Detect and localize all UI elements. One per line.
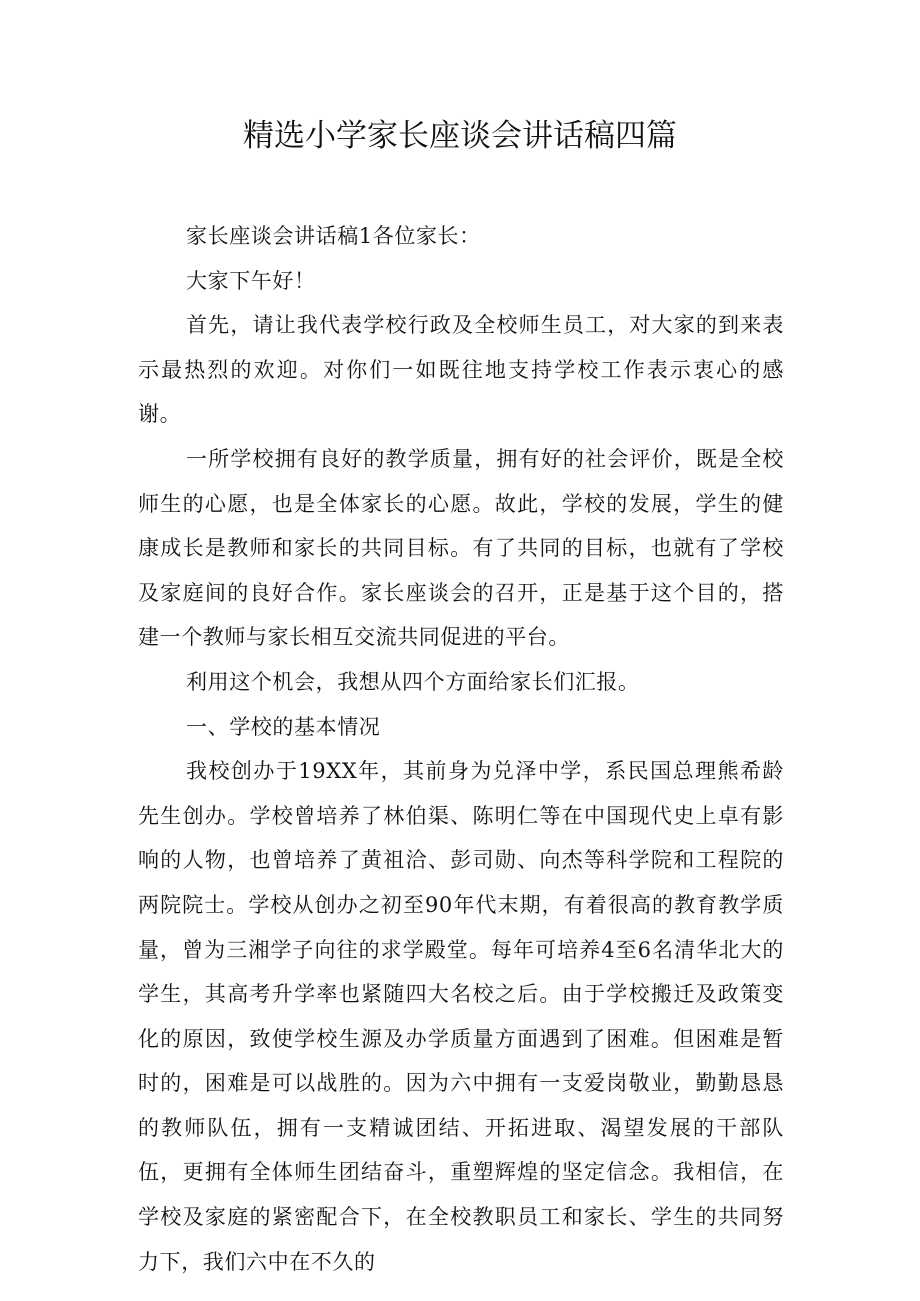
paragraph-school-history: 我校创办于19XX年，其前身为兑泽中学，系民国总理熊希龄先生创办。学校曾培养了林伯渠、陈明仁等在中国现代史上卓有影响的人物，也曾培养了黄祖洽、彭司勋、向杰等科学院和工程院的两院院士。学校从创办之初至90年代末期，有着很高的教育教学质量，曾为三湘学子向往的求学殿堂。每年可培养4至6名清华北大的学生，其高考升学率也紧随四大名校之后。由于学校搬迁及政策变化的原因，致使学校生源及办学质量方面遇到了困难。但困难是暂时的，困难是可以战胜的。因为六中拥有一支爱岗敬业，勤勤恳恳的教师队伍，拥有一支精诚团结、开拓进取、渴望发展的干部队伍，更拥有全体师生团结奋斗，重塑辉煌的坚定信念。我相信，在学校及家庭的紧密配合下，在全校教职员工和家长、学生的共同努力下，我们六中在不久的 <box>138 759 784 1274</box>
section-heading-basic-info: 一、学校的基本情况 <box>186 714 381 739</box>
document-title: 精选小学家长座谈会讲话稿四篇 <box>243 118 677 154</box>
paragraph-welcome: 首先，请让我代表学校行政及全校师生员工，对大家的到来表示最热烈的欢迎。对你们一如既往地支持学校工作表示衷心的感谢。 <box>138 313 784 427</box>
paragraph-greeting: 大家下午好！ <box>186 268 316 293</box>
paragraph-salutation: 家长座谈会讲话稿1各位家长： <box>186 224 481 248</box>
paragraph-report-intro: 利用这个机会，我想从四个方面给家长们汇报。 <box>186 669 640 694</box>
paragraph-school-quality: 一所学校拥有良好的教学质量，拥有好的社会评价，既是全校师生的心愿，也是全体家长的心愿。故此，学校的发展，学生的健康成长是教师和家长的共同目标。有了共同的目标，也就有了学校及家庭间的良好合作。家长座谈会的召开，正是基于这个目的，搭建一个教师与家长相互交流共同促进的平台。 <box>138 446 784 650</box>
document-body <box>138 214 784 1284</box>
